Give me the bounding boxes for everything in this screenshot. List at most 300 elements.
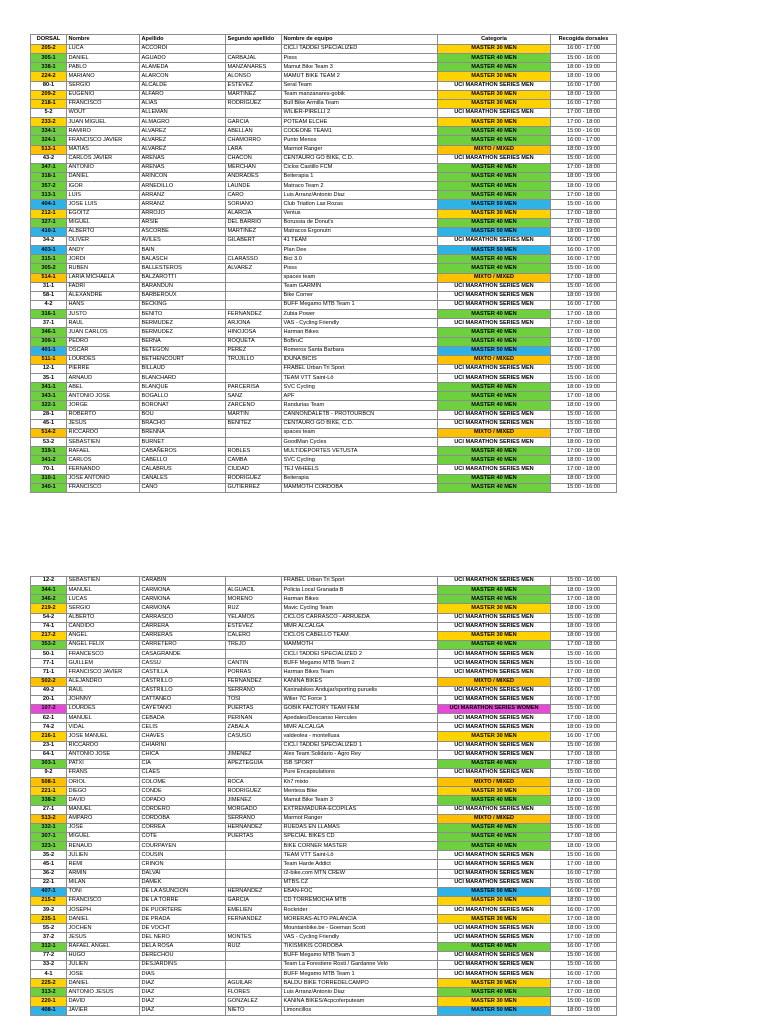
equipo-cell: EBAN-FOC <box>282 887 438 896</box>
table-row <box>31 45 617 54</box>
header-nombre: Nombre <box>67 35 140 45</box>
nombre-cell: FRANCESCO <box>67 650 140 659</box>
equipo-cell: GOBIK FACTORY TEAM FEM <box>282 704 438 713</box>
equipo-cell: CICLI TADDEI SPECIALIZED 2 <box>282 650 438 659</box>
dorsal-cell: 212-1 <box>31 209 67 218</box>
nombre-cell: SEBASTIEN <box>67 577 140 586</box>
table-row <box>31 796 617 805</box>
recogida-cell: 17:00 - 18:00 <box>551 118 617 127</box>
segundo-apellido-cell: ESTEVEZ <box>226 81 282 90</box>
segundo-apellido-cell: GILABERT <box>226 236 282 245</box>
dorsal-cell: 324-1 <box>31 136 67 145</box>
table-row <box>31 54 617 63</box>
apellido-cell: COUSIN <box>140 851 226 860</box>
segundo-apellido-cell: AGUILAR <box>226 979 282 988</box>
equipo-cell: Team GARMIN <box>282 282 438 291</box>
segundo-apellido-cell: RUIZ <box>226 942 282 951</box>
nombre-cell: MIGUEL <box>67 832 140 841</box>
nombre-cell: JESUS <box>67 933 140 942</box>
segundo-apellido-cell: MORENO <box>226 595 282 604</box>
nombre-cell: JUAN CARLOS <box>67 328 140 337</box>
recogida-cell: 16:00 - 17:00 <box>551 970 617 979</box>
nombre-cell: JUSTO <box>67 310 140 319</box>
segundo-apellido-cell: GARCIA <box>226 118 282 127</box>
segundo-apellido-cell <box>226 960 282 969</box>
nombre-cell: LOURDES <box>67 704 140 713</box>
table-row <box>31 447 617 456</box>
nombre-cell: EUGENIO <box>67 90 140 99</box>
nombre-cell: AMPARO <box>67 814 140 823</box>
dorsal-cell: 35-2 <box>31 851 67 860</box>
apellido-cell: BLANQUE <box>140 383 226 392</box>
segundo-apellido-cell: GUTIERREZ <box>226 483 282 492</box>
segundo-apellido-cell: ALVAREZ <box>226 264 282 273</box>
nombre-cell: DANIEL <box>67 915 140 924</box>
categoria-cell: UCI MARATHON SERIES MEN <box>438 282 551 291</box>
apellido-cell: COPADO <box>140 796 226 805</box>
apellido-cell: ARENAS <box>140 163 226 172</box>
recogida-cell: 16:00 - 17:00 <box>551 255 617 264</box>
equipo-cell: Team La Forestiere Rosti / Gardanne Velo <box>282 960 438 969</box>
categoria-cell: MASTER 40 MEN <box>438 328 551 337</box>
nombre-cell: JULIEN <box>67 851 140 860</box>
recogida-cell: 18:00 - 19:00 <box>551 182 617 191</box>
equipo-cell: GoodMan Cycles <box>282 438 438 447</box>
nombre-cell: ORIOL <box>67 778 140 787</box>
categoria-cell: UCI MARATHON SERIES MEN <box>438 714 551 723</box>
table-row <box>31 732 617 741</box>
dorsal-cell: 346-2 <box>31 595 67 604</box>
table-row <box>31 328 617 337</box>
categoria-cell: UCI MARATHON SERIES MEN <box>438 805 551 814</box>
dorsal-cell: 5-2 <box>31 108 67 117</box>
segundo-apellido-cell: MERCHAN <box>226 163 282 172</box>
table-row <box>31 860 617 869</box>
nombre-cell: JOSE <box>67 970 140 979</box>
segundo-apellido-cell: SERRANO <box>226 814 282 823</box>
nombre-cell: EGOITZ <box>67 209 140 218</box>
apellido-cell: COTE <box>140 832 226 841</box>
equipo-cell: TEJ WHEELS <box>282 465 438 474</box>
nombre-cell: FRANCISCO <box>67 99 140 108</box>
table-row <box>31 750 617 759</box>
recogida-cell: 16:00 - 17:00 <box>551 869 617 878</box>
dorsal-cell: 224-2 <box>31 72 67 81</box>
categoria-cell: MASTER 40 MEN <box>438 447 551 456</box>
categoria-cell: MASTER 40 MEN <box>438 392 551 401</box>
table-row <box>31 595 617 604</box>
recogida-cell: 18:00 - 19:00 <box>551 63 617 72</box>
equipo-cell: FRABEL Urban Tri Sport <box>282 577 438 586</box>
recogida-cell: 18:00 - 19:00 <box>551 586 617 595</box>
categoria-cell: MIXTO / MIXED <box>438 778 551 787</box>
categoria-cell: MASTER 50 MEN <box>438 227 551 236</box>
categoria-cell: MIXTO / MIXED <box>438 273 551 282</box>
recogida-cell: 17:00 - 18:00 <box>551 787 617 796</box>
equipo-cell: BoBruC <box>282 337 438 346</box>
recogida-cell: 17:00 - 18:00 <box>551 428 617 437</box>
apellido-cell: ARRANZ <box>140 200 226 209</box>
table-row <box>31 997 617 1006</box>
table-row <box>31 778 617 787</box>
dorsal-cell: 49-2 <box>31 686 67 695</box>
dorsal-cell: 344-1 <box>31 586 67 595</box>
categoria-cell: UCI MARATHON SERIES MEN <box>438 108 551 117</box>
apellido-cell: CORDOBA <box>140 814 226 823</box>
categoria-cell: UCI MARATHON SERIES MEN <box>438 438 551 447</box>
categoria-cell: MASTER 50 MEN <box>438 887 551 896</box>
categoria-cell: MASTER 30 MEN <box>438 72 551 81</box>
table-row <box>31 383 617 392</box>
apellido-cell: BORONAT <box>140 401 226 410</box>
categoria-cell: MASTER 50 MEN <box>438 1006 551 1015</box>
dorsal-cell: 217-2 <box>31 631 67 640</box>
segundo-apellido-cell <box>226 970 282 979</box>
nombre-cell: DAVID <box>67 796 140 805</box>
apellido-cell: DIAZ <box>140 997 226 1006</box>
dorsal-cell: 74-1 <box>31 622 67 631</box>
table-row <box>31 704 617 713</box>
dorsal-cell: 322-1 <box>31 401 67 410</box>
equipo-cell: SVC Cycling <box>282 456 438 465</box>
table-row <box>31 942 617 951</box>
recogida-cell: 18:00 - 19:00 <box>551 72 617 81</box>
equipo-cell: Apedales/Descanso Hercules <box>282 714 438 723</box>
segundo-apellido-cell: CLARASSO <box>226 255 282 264</box>
nombre-cell: MARIANO <box>67 72 140 81</box>
segundo-apellido-cell: PEREZ <box>226 346 282 355</box>
categoria-cell: MASTER 40 MEN <box>438 172 551 181</box>
table-row <box>31 604 617 613</box>
categoria-cell: MASTER 40 MEN <box>438 640 551 649</box>
dorsal-cell: 353-2 <box>31 640 67 649</box>
segundo-apellido-cell: CASUSO <box>226 732 282 741</box>
apellido-cell: COLOME <box>140 778 226 787</box>
table-row <box>31 814 617 823</box>
nombre-cell: MANUEL <box>67 714 140 723</box>
categoria-cell: UCI MARATHON SERIES WOMEN <box>438 704 551 713</box>
apellido-cell: BURNET <box>140 438 226 447</box>
apellido-cell: CASTILLA <box>140 668 226 677</box>
categoria-cell: UCI MARATHON SERIES MEN <box>438 878 551 887</box>
equipo-cell: Beiterapia <box>282 474 438 483</box>
segundo-apellido-cell <box>226 108 282 117</box>
apellido-cell: CAYETANO <box>140 704 226 713</box>
apellido-cell: ALCALDE <box>140 81 226 90</box>
apellido-cell: CHAVES <box>140 732 226 741</box>
table-row <box>31 677 617 686</box>
segundo-apellido-cell: ALONSO <box>226 72 282 81</box>
equipo-cell: CENTAURO GO BIKE, C.D. <box>282 154 438 163</box>
equipo-cell: CANNONDALETB - PROTOURBCN <box>282 410 438 419</box>
categoria-cell: UCI MARATHON SERIES MEN <box>438 650 551 659</box>
apellido-cell: CORDERO <box>140 805 226 814</box>
categoria-cell: MASTER 40 MEN <box>438 127 551 136</box>
recogida-cell: 15:00 - 16:00 <box>551 951 617 960</box>
apellido-cell: BILLAUD <box>140 364 226 373</box>
equipo-cell: KANINA BIKES <box>282 677 438 686</box>
recogida-cell: 15:00 - 16:00 <box>551 54 617 63</box>
table-row <box>31 650 617 659</box>
equipo-cell: POTEAM ELCHE <box>282 118 438 127</box>
apellido-cell: CANO <box>140 483 226 492</box>
equipo-cell: Kaninabikes Andujar/sporting puruelis <box>282 686 438 695</box>
table-row <box>31 255 617 264</box>
recogida-cell: 16:00 - 17:00 <box>551 236 617 245</box>
equipo-cell: Randurias Team <box>282 401 438 410</box>
categoria-cell: MASTER 40 MEN <box>438 337 551 346</box>
recogida-cell: 17:00 - 18:00 <box>551 465 617 474</box>
nombre-cell: JOCHEN <box>67 924 140 933</box>
dorsal-cell: 513-2 <box>31 814 67 823</box>
equipo-cell: BUFF Megamo MTB Team 1 <box>282 970 438 979</box>
recogida-cell: 16:00 - 17:00 <box>551 887 617 896</box>
segundo-apellido-cell: JIMENEZ <box>226 750 282 759</box>
nombre-cell: CARLOS <box>67 456 140 465</box>
categoria-cell: UCI MARATHON SERIES MEN <box>438 924 551 933</box>
equipo-cell: Bici 3.0 <box>282 255 438 264</box>
dorsal-cell: 235-1 <box>31 915 67 924</box>
dorsal-cell: 54-2 <box>31 613 67 622</box>
recogida-cell: 18:00 - 19:00 <box>551 924 617 933</box>
table-row <box>31 108 617 117</box>
recogida-cell: 15:00 - 16:00 <box>551 410 617 419</box>
recogida-cell: 16:00 - 17:00 <box>551 81 617 90</box>
apellido-cell: ALVAREZ <box>140 136 226 145</box>
table-row <box>31 896 617 905</box>
segundo-apellido-cell: CAMBA <box>226 456 282 465</box>
apellido-cell: DE LA TORRE <box>140 896 226 905</box>
nombre-cell: CANDIDO <box>67 622 140 631</box>
equipo-cell: Zubia Power <box>282 310 438 319</box>
segundo-apellido-cell: APEZTEGUIA <box>226 759 282 768</box>
categoria-cell: MASTER 30 MEN <box>438 631 551 640</box>
nombre-cell: RAMIRO <box>67 127 140 136</box>
dorsal-cell: 221-1 <box>31 787 67 796</box>
dorsal-cell: 37-1 <box>31 319 67 328</box>
recogida-cell: 18:00 - 19:00 <box>551 456 617 465</box>
categoria-cell: UCI MARATHON SERIES MEN <box>438 319 551 328</box>
segundo-apellido-cell: PARCERISA <box>226 383 282 392</box>
segundo-apellido-cell: CARO <box>226 191 282 200</box>
dorsal-cell: 215-2 <box>31 896 67 905</box>
recogida-cell: 16:00 - 17:00 <box>551 942 617 951</box>
nombre-cell: OLIVER <box>67 236 140 245</box>
equipo-cell: 41 TEAM <box>282 236 438 245</box>
table-row <box>31 72 617 81</box>
dorsal-cell: 338-1 <box>31 63 67 72</box>
categoria-cell: UCI MARATHON SERIES MEN <box>438 860 551 869</box>
dorsal-cell: 205-2 <box>31 45 67 54</box>
categoria-cell: MASTER 50 MEN <box>438 200 551 209</box>
equipo-cell: RUEDAS EN LLAMAS <box>282 823 438 832</box>
nombre-cell: TONI <box>67 887 140 896</box>
segundo-apellido-cell: BENITEZ <box>226 419 282 428</box>
apellido-cell: ALIAS <box>140 99 226 108</box>
categoria-cell: MASTER 40 MEN <box>438 456 551 465</box>
table-row <box>31 577 617 586</box>
table-row <box>31 842 617 851</box>
dorsal-cell: 4-2 <box>31 300 67 309</box>
categoria-cell: UCI MARATHON SERIES MEN <box>438 869 551 878</box>
table-row <box>31 851 617 860</box>
equipo-cell: BUFF Megamo MTB Team 2 <box>282 659 438 668</box>
dorsal-cell: 233-2 <box>31 118 67 127</box>
table-row <box>31 805 617 814</box>
table-row <box>31 970 617 979</box>
nombre-cell: VIDAL <box>67 723 140 732</box>
table-row <box>31 227 617 236</box>
nombre-cell: IGOR <box>67 182 140 191</box>
nombre-cell: FRANCISCO <box>67 483 140 492</box>
segundo-apellido-cell: CARBAJAL <box>226 54 282 63</box>
table-row <box>31 887 617 896</box>
dorsal-cell: 55-2 <box>31 924 67 933</box>
apellido-cell: BARANDUN <box>140 282 226 291</box>
apellido-cell: ALARCON <box>140 72 226 81</box>
recogida-cell: 17:00 - 18:00 <box>551 310 617 319</box>
segundo-apellido-cell: CANTIN <box>226 659 282 668</box>
equipo-cell: MMR ALCALGA <box>282 622 438 631</box>
segundo-apellido-cell: DEL BARRIO <box>226 218 282 227</box>
dorsal-cell: 514-1 <box>31 273 67 282</box>
categoria-cell: MASTER 30 MEN <box>438 896 551 905</box>
table-row <box>31 145 617 154</box>
nombre-cell: FRANCISCO <box>67 896 140 905</box>
segundo-apellido-cell <box>226 364 282 373</box>
dorsal-cell: 71-1 <box>31 668 67 677</box>
apellido-cell: CARMONA <box>140 586 226 595</box>
apellido-cell: BERMUDEZ <box>140 328 226 337</box>
segundo-apellido-cell: PUERTAS <box>226 704 282 713</box>
equipo-cell: WILIER-PIRELLI 2 <box>282 108 438 117</box>
recogida-cell: 18:00 - 19:00 <box>551 401 617 410</box>
recogida-cell: 15:00 - 16:00 <box>551 419 617 428</box>
recogida-cell: 18:00 - 19:00 <box>551 474 617 483</box>
apellido-cell: CASSU <box>140 659 226 668</box>
table-row <box>31 832 617 841</box>
dorsal-cell: 12-1 <box>31 364 67 373</box>
segundo-apellido-cell <box>226 45 282 54</box>
apellido-cell: ARRANZ <box>140 191 226 200</box>
categoria-cell: UCI MARATHON SERIES MEN <box>438 236 551 245</box>
equipo-cell: MAMUT BIKE TEAM 2 <box>282 72 438 81</box>
categoria-cell: MASTER 40 MEN <box>438 191 551 200</box>
table-row <box>31 236 617 245</box>
categoria-cell: MIXTO / MIXED <box>438 428 551 437</box>
apellido-cell: DALVAI <box>140 869 226 878</box>
equipo-cell: Ventus <box>282 209 438 218</box>
apellido-cell: ALVAREZ <box>140 127 226 136</box>
nombre-cell: LUIS <box>67 191 140 200</box>
apellido-cell: ASCORBE <box>140 227 226 236</box>
table-row <box>31 90 617 99</box>
nombre-cell: MILAN <box>67 878 140 887</box>
table-row <box>31 586 617 595</box>
table-row <box>31 924 617 933</box>
table-row <box>31 337 617 346</box>
apellido-cell: AVILES <box>140 236 226 245</box>
nombre-cell: ARNAUD <box>67 374 140 383</box>
categoria-cell: MASTER 30 MEN <box>438 118 551 127</box>
nombre-cell: FERNANDO <box>67 465 140 474</box>
categoria-cell: UCI MARATHON SERIES MEN <box>438 906 551 915</box>
nombre-cell: FADRI <box>67 282 140 291</box>
equipo-cell: Rockrider <box>282 906 438 915</box>
nombre-cell: MIGUEL <box>67 218 140 227</box>
dorsal-cell: 28-1 <box>31 410 67 419</box>
segundo-apellido-cell: HERNANDEZ <box>226 823 282 832</box>
dorsal-cell: 27-1 <box>31 805 67 814</box>
table-row <box>31 759 617 768</box>
table-row <box>31 869 617 878</box>
categoria-cell: MASTER 40 MEN <box>438 759 551 768</box>
apellido-cell: AGUADO <box>140 54 226 63</box>
recogida-cell: 16:00 - 17:00 <box>551 906 617 915</box>
equipo-cell: Bull Bike Armilla Team <box>282 99 438 108</box>
categoria-cell: UCI MARATHON SERIES MEN <box>438 300 551 309</box>
nombre-cell: ANTONIO <box>67 163 140 172</box>
apellido-cell: CARRASCO <box>140 613 226 622</box>
categoria-cell: MIXTO / MIXED <box>438 677 551 686</box>
equipo-cell: spaces team <box>282 273 438 282</box>
dorsal-cell: 341-1 <box>31 383 67 392</box>
nombre-cell: SERGIO <box>67 604 140 613</box>
equipo-cell: CICLOS CARRASCO - ARRUEDA <box>282 613 438 622</box>
categoria-cell: MASTER 40 MEN <box>438 63 551 72</box>
apellido-cell: CARABIN <box>140 577 226 586</box>
table-row <box>31 1006 617 1015</box>
apellido-cell: CARRETERO <box>140 640 226 649</box>
table-row <box>31 410 617 419</box>
apellido-cell: DEL NERO <box>140 933 226 942</box>
apellido-cell: DIAS <box>140 970 226 979</box>
table-row <box>31 465 617 474</box>
segundo-apellido-cell <box>226 924 282 933</box>
segundo-apellido-cell: ALARCIA <box>226 209 282 218</box>
apellido-cell: CEBADA <box>140 714 226 723</box>
equipo-cell: Pisss <box>282 54 438 63</box>
categoria-cell: MASTER 30 MEN <box>438 604 551 613</box>
apellido-cell: CARRERA <box>140 622 226 631</box>
categoria-cell: UCI MARATHON SERIES MEN <box>438 410 551 419</box>
categoria-cell: UCI MARATHON SERIES MEN <box>438 741 551 750</box>
segundo-apellido-cell: SANZ <box>226 392 282 401</box>
table-row <box>31 191 617 200</box>
equipo-cell: Mentesa Bike <box>282 787 438 796</box>
recogida-cell: 16:00 - 17:00 <box>551 300 617 309</box>
apellido-cell: ARROJO <box>140 209 226 218</box>
recogida-cell: 16:00 - 17:00 <box>551 686 617 695</box>
categoria-cell: MASTER 40 MEN <box>438 383 551 392</box>
apellido-cell: CORREA <box>140 823 226 832</box>
table-row <box>31 631 617 640</box>
equipo-cell: MULTIDEPORTES VETUSTA <box>282 447 438 456</box>
dorsal-cell: 77-2 <box>31 951 67 960</box>
dorsal-cell: 218-1 <box>31 99 67 108</box>
header-recogida: Recogida dorsales <box>551 35 617 45</box>
table-row <box>31 355 617 364</box>
equipo-cell: Seral Team <box>282 81 438 90</box>
nombre-cell: PEDRO <box>67 337 140 346</box>
table-row <box>31 723 617 732</box>
apellido-cell: DIAZ <box>140 1006 226 1015</box>
categoria-cell: MASTER 30 MEN <box>438 787 551 796</box>
table-row <box>31 264 617 273</box>
table-row <box>31 668 617 677</box>
recogida-cell: 16:00 - 17:00 <box>551 136 617 145</box>
segundo-apellido-cell: ROQUETA <box>226 337 282 346</box>
